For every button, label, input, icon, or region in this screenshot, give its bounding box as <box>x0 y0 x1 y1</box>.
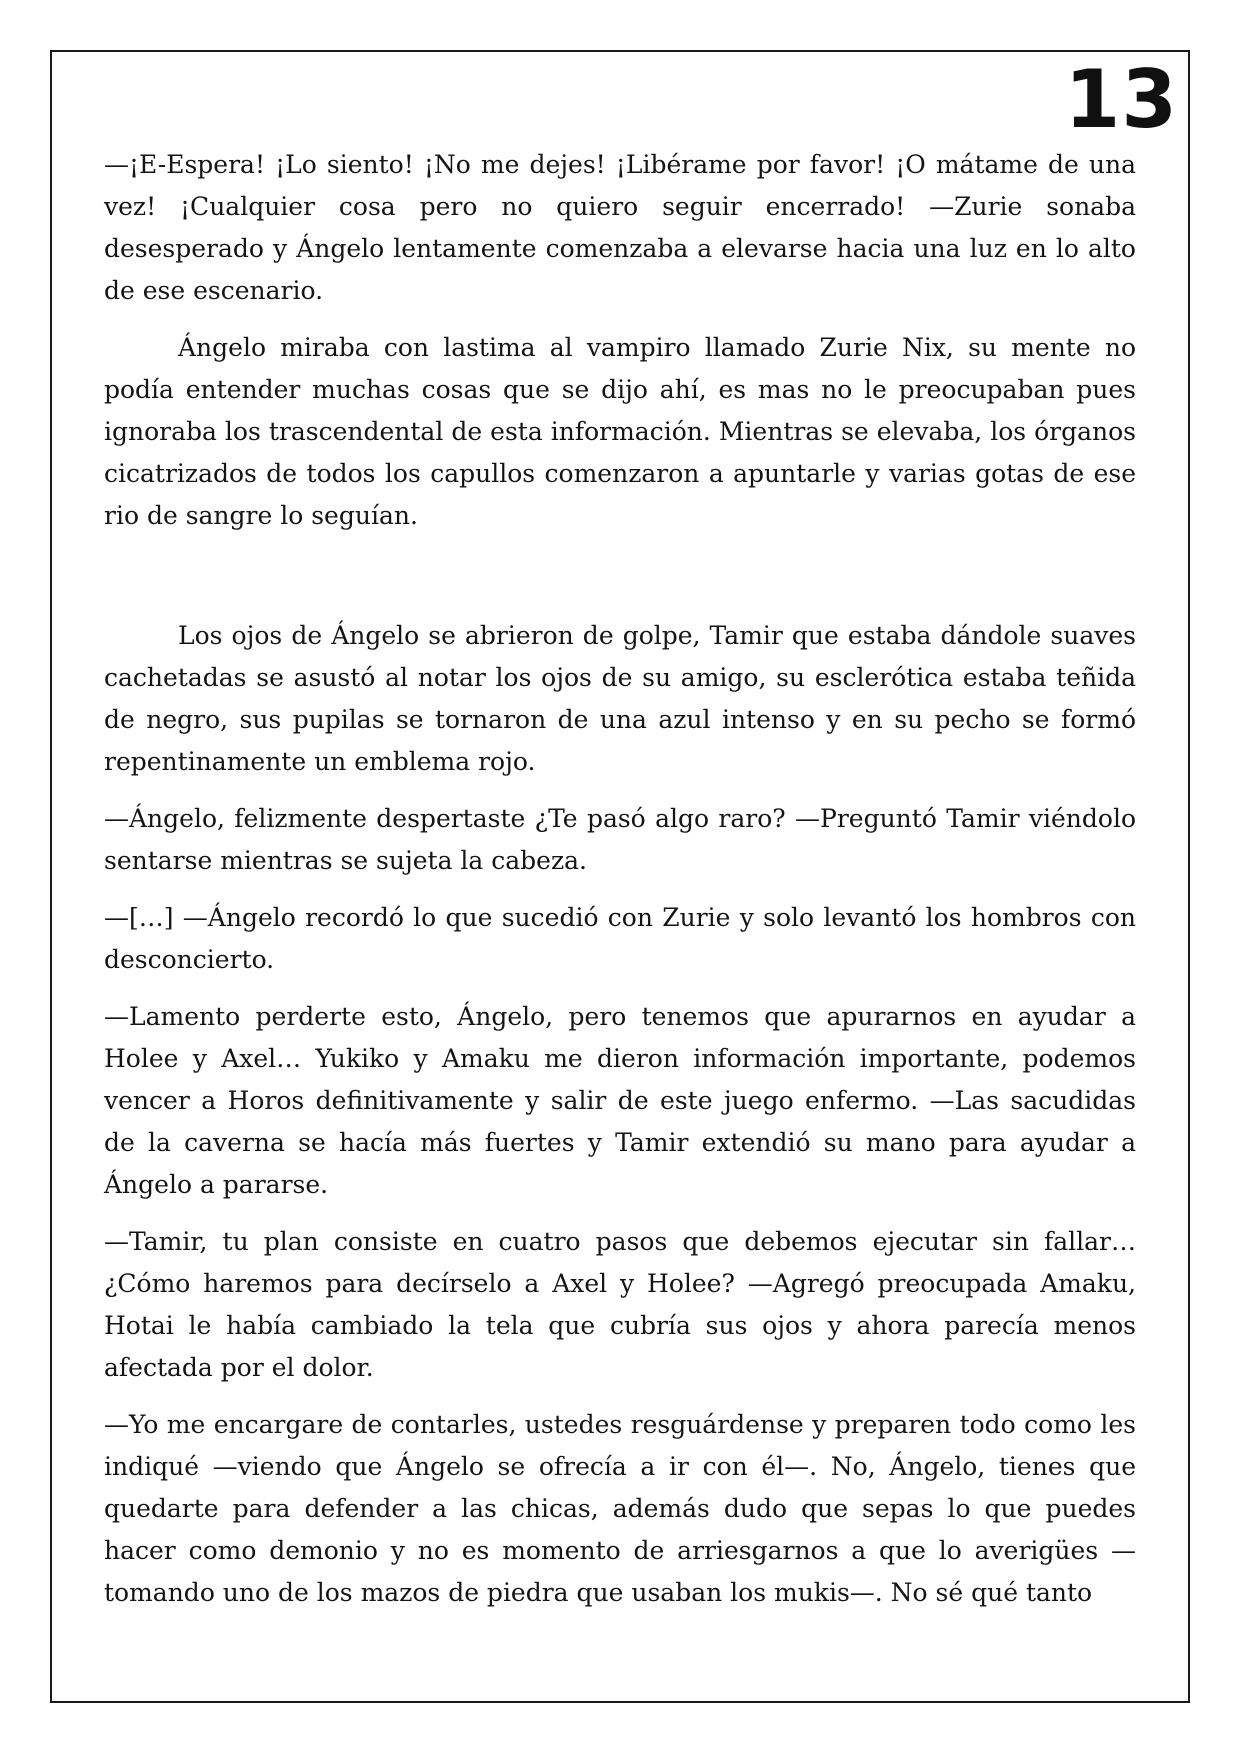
paragraph: —Ángelo, felizmente despertaste ¿Te pasó algo raro? —Preguntó Tamir viéndolo sentarse mientras se sujeta la cabeza. <box>104 804 1136 875</box>
paragraph: —Lamento perderte esto, Ángelo, pero tenemos que apurarnos en ayudar a Holee y Axel… Yukiko y Amaku me dieron información importante, podemos vencer a Horos definitivamente y salir de este juego enfermo. —Las sacudidas de la caverna se hacía más fuertes y Tamir extendió su mano para ayudar a Ángelo a pararse. <box>104 1002 1136 1199</box>
paragraph: —¡E-Espera! ¡Lo siento! ¡No me dejes! ¡Libérame por favor! ¡O mátame de una vez! ¡Cualquier cosa pero no quiero seguir encerrado! —Zurie sonaba desesperado y Ángelo lentamente comenzaba a elevarse hacia una luz en lo alto de ese escenario. <box>104 150 1136 305</box>
paragraph: —[…] —Ángelo recordó lo que sucedió con Zurie y solo levantó los hombros con desconcierto. <box>104 903 1136 974</box>
paragraph: —Yo me encargare de contarles, ustedes resguárdense y preparen todo como les indiqué —viendo que Ángelo se ofrecía a ir con él—. No, Ángelo, tienes que quedarte para defender a las chicas, además dudo que sepas lo que puedes hacer como demonio y no es momento de arriesgarnos a que lo averigües —tomando uno de los mazos de piedra que usaban los mukis—. No sé qué tanto <box>104 1410 1136 1607</box>
paragraph: —Tamir, tu plan consiste en cuatro pasos que debemos ejecutar sin fallar… ¿Cómo haremos para decírselo a Axel y Holee? —Agregó preocupada Amaku, Hotai le había cambiado la tela que cubría sus ojos y ahora parecía menos afectada por el dolor. <box>104 1227 1136 1382</box>
paragraph: Los ojos de Ángelo se abrieron de golpe, Tamir que estaba dándole suaves cachetadas se asustó al notar los ojos de su amigo, su esclerótica estaba teñida de negro, sus pupilas se tornaron de una azul intenso y en su pecho se formó repentinamente un emblema rojo. <box>104 621 1136 776</box>
page-number: 13 <box>1064 53 1178 146</box>
section-break <box>104 552 1136 615</box>
body-text <box>104 144 1136 1629</box>
paragraph: Ángelo miraba con lastima al vampiro llamado Zurie Nix, su mente no podía entender muchas cosas que se dijo ahí, es mas no le preocupaban pues ignoraba los trascendental de esta información. Mientras se elevaba, los órganos cicatrizados de todos los capullos comenzaron a apuntarle y varias gotas de ese rio de sangre lo seguían. <box>104 333 1136 530</box>
